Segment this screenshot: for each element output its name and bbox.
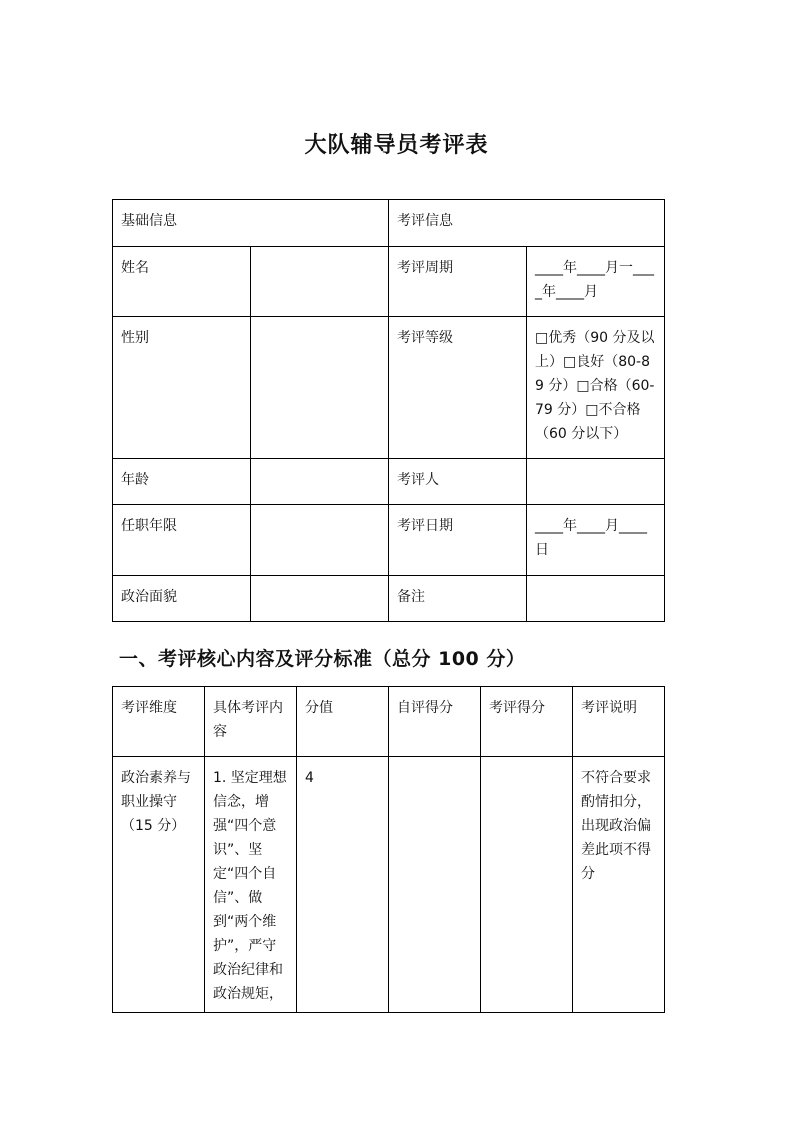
field-age[interactable] — [251, 459, 389, 505]
table-row — [113, 505, 665, 576]
label-gender: 性别 — [113, 317, 251, 459]
label-tenure: 任职年限 — [113, 505, 251, 576]
label-evaluator: 考评人 — [389, 459, 527, 505]
field-evaluation-grade[interactable]: □优秀（90 分及以上）□良好（80-89 分）□合格（60-79 分）□不合格（60 分以下） — [527, 317, 665, 459]
cell-content: 1. 坚定理想信念，增强“四个意识”、坚定“四个自信”、做到“两个维护”，严守政治纪律和政治规矩， — [205, 757, 297, 1013]
label-age: 年龄 — [113, 459, 251, 505]
table-header-row — [113, 687, 665, 757]
field-remarks[interactable] — [527, 576, 665, 622]
basic-info-table — [112, 199, 665, 622]
section-heading: 一、考评核心内容及评分标准（总分 100 分） — [119, 648, 526, 670]
field-evaluation-period[interactable]: ____年____月一____年____月 — [527, 247, 665, 317]
field-name[interactable] — [251, 247, 389, 317]
field-evaluator[interactable] — [527, 459, 665, 505]
label-evaluation-date: 考评日期 — [389, 505, 527, 576]
cell-note: 不符合要求酌情扣分，出现政治偏差此项不得分 — [573, 757, 665, 1013]
label-name: 姓名 — [113, 247, 251, 317]
header-basic-info: 基础信息 — [113, 200, 389, 247]
field-evaluation-date[interactable]: ____年____月____日 — [527, 505, 665, 576]
field-political-status[interactable] — [251, 576, 389, 622]
col-header-points: 分值 — [297, 687, 389, 757]
header-evaluation-info: 考评信息 — [389, 200, 665, 247]
document-title: 大队辅导员考评表 — [304, 133, 489, 158]
cell-points: 4 — [297, 757, 389, 1013]
label-remarks: 备注 — [389, 576, 527, 622]
field-tenure[interactable] — [251, 505, 389, 576]
cell-dimension: 政治素养与职业操守（15 分） — [113, 757, 205, 1013]
col-header-dimension: 考评维度 — [113, 687, 205, 757]
scoring-criteria-table — [112, 686, 665, 1013]
label-evaluation-period: 考评周期 — [389, 247, 527, 317]
table-row — [113, 247, 665, 317]
table-row — [113, 317, 665, 459]
table-row — [113, 757, 665, 1013]
label-evaluation-grade: 考评等级 — [389, 317, 527, 459]
col-header-content: 具体考评内容 — [205, 687, 297, 757]
cell-eval-score[interactable] — [481, 757, 573, 1013]
table-row — [113, 459, 665, 505]
cell-self-score[interactable] — [389, 757, 481, 1013]
col-header-self-score: 自评得分 — [389, 687, 481, 757]
table-header-row — [113, 200, 665, 247]
col-header-note: 考评说明 — [573, 687, 665, 757]
table-row — [113, 576, 665, 622]
col-header-eval-score: 考评得分 — [481, 687, 573, 757]
field-gender[interactable] — [251, 317, 389, 459]
label-political-status: 政治面貌 — [113, 576, 251, 622]
